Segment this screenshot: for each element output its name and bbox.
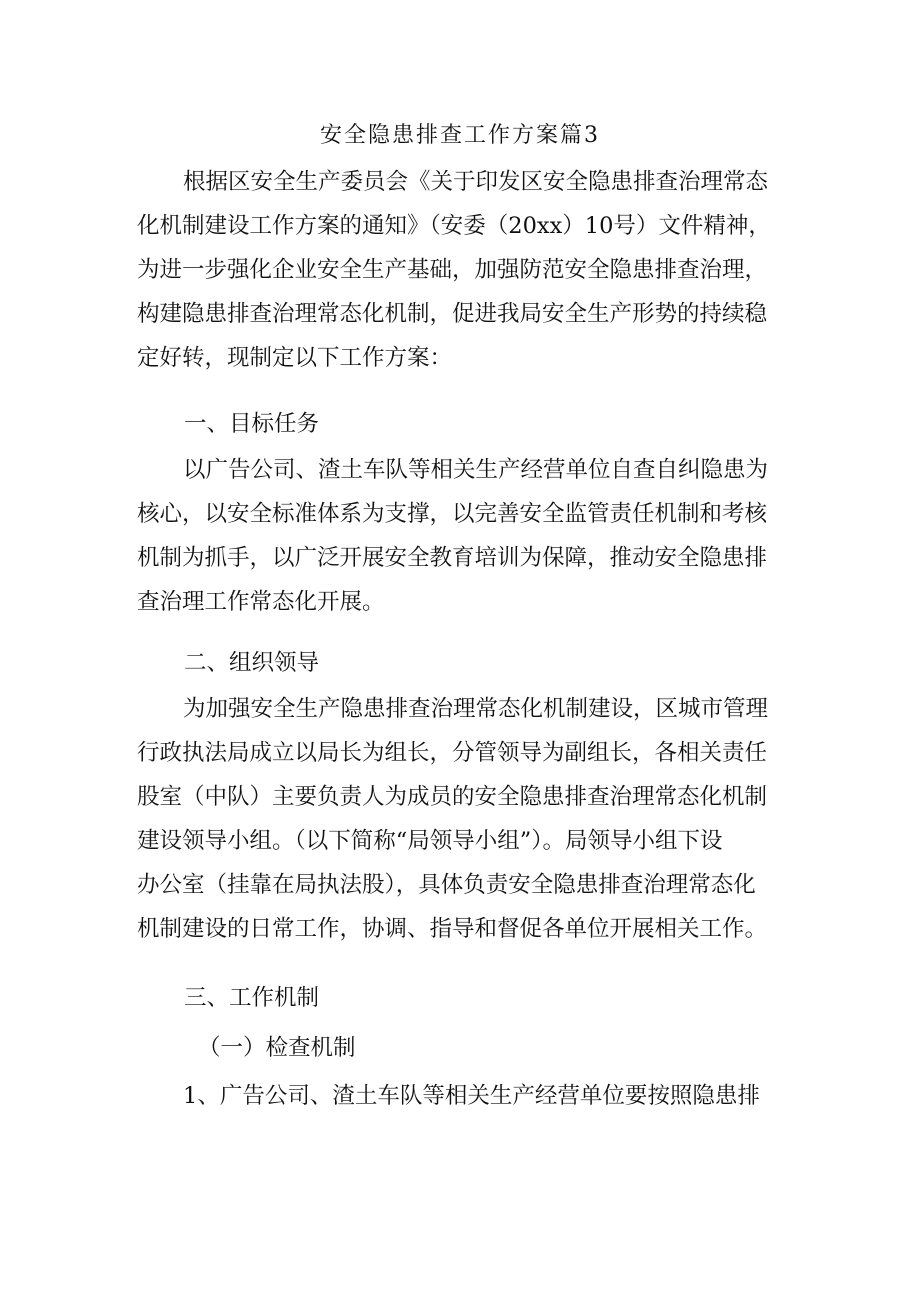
item1-paragraph	[137, 1074, 797, 1118]
intro-paragraph	[137, 160, 797, 380]
subsection-heading-inspection: （一）检查机制	[198, 1035, 356, 1061]
intro-line: 构建隐患排查治理常态化机制，促进我局安全生产形势的持续稳	[137, 301, 768, 327]
section2-line: 建设领导小组。（以下简称“局领导小组”）。局领导小组下设	[137, 828, 723, 854]
section2-line: 为加强安全生产隐患排查治理常态化机制建设，区城市管理	[183, 696, 769, 722]
intro-line: 定好转，现制定以下工作方案：	[137, 345, 453, 371]
document-title: 安全隐患排查工作方案篇3	[320, 123, 600, 148]
section2-line: 行政执法局成立以局长为组长，分管领导为副组长，各相关责任	[137, 740, 768, 766]
section1-line: 机制为抓手，以广泛开展安全教育培训为保障，推动安全隐患排	[137, 545, 768, 571]
section-heading-mechanism: 三、工作机制	[184, 985, 320, 1011]
intro-line: 化机制建设工作方案的通知》（安委（20xx）10号）文件精神，	[137, 213, 771, 239]
section1-paragraph	[137, 448, 797, 624]
section2-paragraph	[137, 687, 797, 951]
intro-line: 为进一步强化企业安全生产基础，加强防范安全隐患排查治理，	[137, 257, 768, 283]
section2-line: 股室（中队）主要负责人为成员的安全隐患排查治理常态化机制	[137, 784, 768, 810]
intro-line: 根据区安全生产委员会《关于印发区安全隐患排查治理常态	[183, 169, 769, 195]
section1-line: 查治理工作常态化开展。	[137, 589, 385, 615]
section2-line: 办公室（挂靠在局执法股），具体负责安全隐患排查治理常态化	[137, 872, 756, 898]
section1-line: 以广告公司、渣土车队等相关生产经营单位自查自纠隐患为	[183, 457, 769, 483]
section-heading-goals: 一、目标任务	[184, 411, 320, 437]
section2-line: 机制建设的日常工作，协调、指导和督促各单位开展相关工作。	[137, 916, 768, 942]
section-heading-leadership: 二、组织领导	[184, 650, 320, 676]
section1-line: 核心，以安全标准体系为支撑，以完善安全监管责任机制和考核	[137, 501, 768, 527]
item1-line: 1、广告公司、渣土车队等相关生产经营单位要按照隐患排	[183, 1083, 760, 1109]
